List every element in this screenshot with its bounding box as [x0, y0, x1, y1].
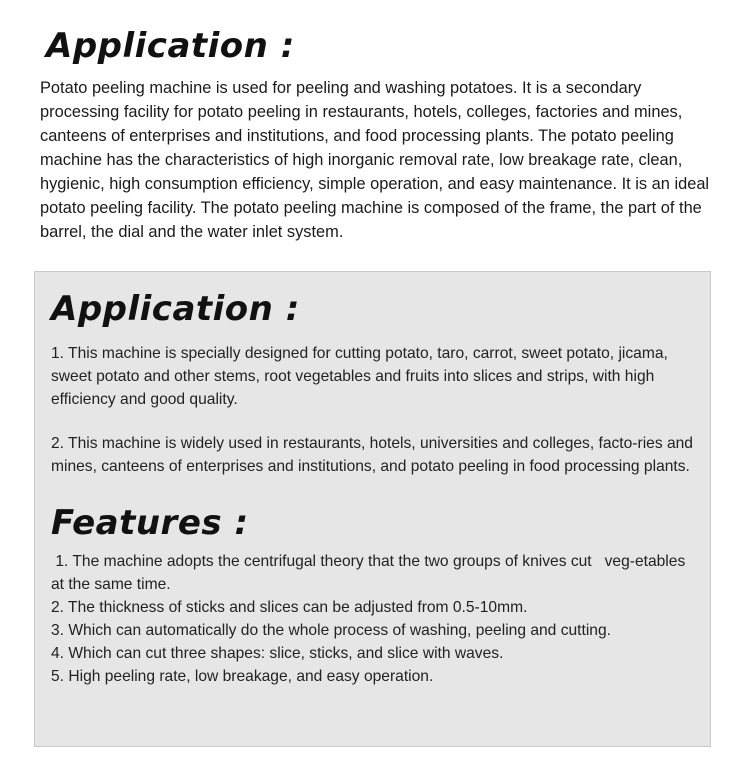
application-heading: Application :: [51, 289, 300, 329]
feature-item-5: 5. High peeling rate, low breakage, and easy operation.: [51, 668, 434, 685]
details-panel-content: [51, 286, 701, 688]
features-heading: Features :: [51, 503, 249, 543]
application-item-1: 1. This machine is specially designed for cutting potato, taro, carrot, sweet potato, jicama, sweet potato and other stems, root vegetables and fruits into slices and strips, with high efficiency and good quality.: [51, 345, 668, 408]
intro-paragraph: Potato peeling machine is used for peeling and washing potatoes. It is a secondary processing facility for potato peeling in restaurants, hotels, colleges, factories and mines, canteens of enterprises and institutions, and food processing plants. The potato peeling machine has the characteristics of high inorganic removal rate, low breakage rate, clean, hygienic, high consumption efficiency, simple operation, and easy maintenance. It is an ideal potato peeling facility. The potato peeling machine is composed of the frame, the part of the barrel, the dial and the water inlet system.: [40, 79, 710, 241]
features-list: [51, 550, 701, 688]
feature-item-4: 4. Which can cut three shapes: slice, sticks, and slice with waves.: [51, 645, 504, 662]
details-panel: [34, 271, 711, 747]
feature-item-3: 3. Which can automatically do the whole process of washing, peeling and cutting.: [51, 622, 611, 639]
feature-item-2: 2. The thickness of sticks and slices can be adjusted from 0.5-10mm.: [51, 599, 528, 616]
intro-section: [40, 22, 720, 244]
application-item-2: 2. This machine is widely used in restaurants, hotels, universities and colleges, facto-ries and mines, canteens of enterprises and institutions, and potato peeling in food processing plants.: [51, 435, 693, 475]
intro-heading: Application :: [46, 26, 295, 66]
feature-item-1: 1. The machine adopts the centrifugal theory that the two groups of knives cut veg-etables at the same time.: [51, 553, 690, 593]
